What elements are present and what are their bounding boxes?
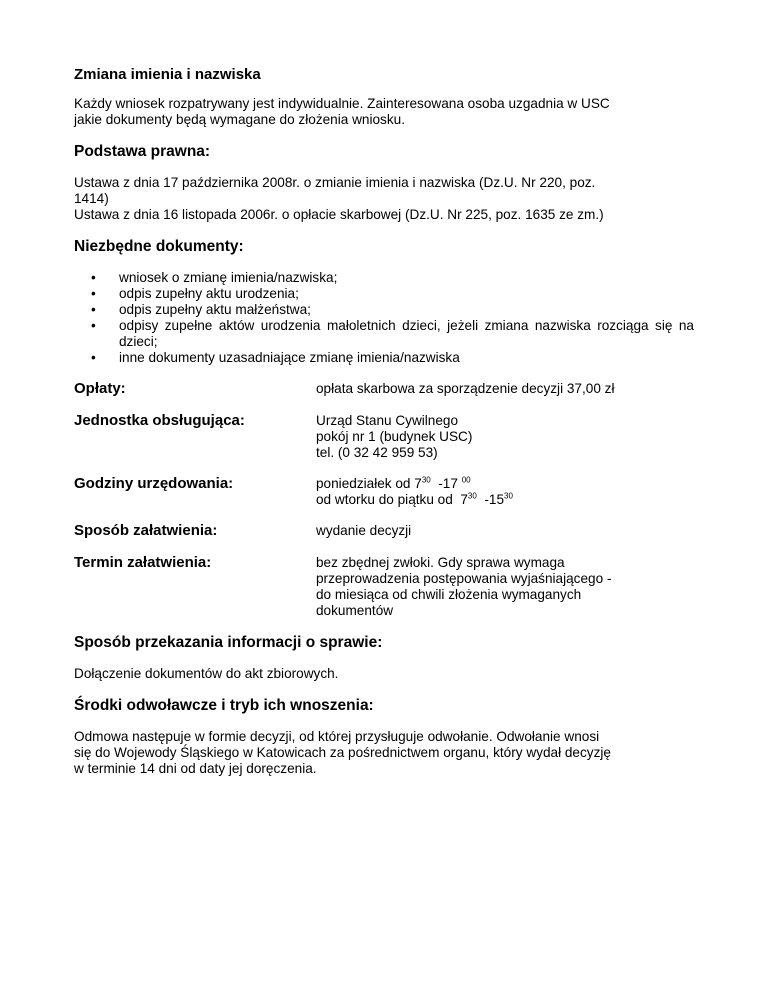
appeal-heading: Środki odwoławcze i tryb ich wnoszenia: [74,697,374,714]
documents-list [74,270,694,366]
legal-section [74,175,694,223]
unit-row [74,412,694,461]
appeal-line: się do Wojewody Śląskiego w Katowicach za pośrednictwem organu, który wydał decyzję [74,745,611,760]
hours-line: od wtorku do piątku od $7^{30}$ $-15^{30}$ [316,491,513,507]
bullet-icon: • [91,350,96,365]
intro-line: Każdy wniosek rozpatrywany jest indywidualnie. Zainteresowana osoba uzgadnia w USC [74,96,610,111]
list-item: • odpis zupełny aktu urodzenia; [91,286,299,301]
legal-heading: Podstawa prawna: [74,143,211,160]
appeal-line: w terminie 14 dni od daty jej doręczenia. [74,761,317,776]
fees-row [74,380,694,398]
info-paragraph: Dołączenie dokumentów do akt zbiorowych. [74,666,339,681]
deadline-line: bez zbędnej zwłoki. Gdy sprawa wymaga [316,555,565,570]
legal-line: Ustawa z dnia 16 listopada 2006r. o opłacie skarbowej (Dz.U. Nr 225, poz. 1635 ze zm.) [74,207,604,222]
hours-value [316,475,694,508]
deadline-value [316,554,694,619]
intro-line: jakie dokumenty będą wymagane do złożenia wniosku. [74,112,405,127]
legal-line: 1414) [74,191,109,206]
deadline-row [74,554,694,619]
list-item: • inne dokumenty uzasadniające zmianę imienia/nazwiska [91,350,460,365]
method-label: Sposób załatwienia: [74,522,218,539]
bullet-icon: • [91,270,96,285]
bullet-icon: • [91,286,96,301]
list-item: • wniosek o zmianę imienia/nazwiska; [91,270,338,285]
intro-section [74,96,694,128]
unit-line: pokój nr 1 (budynek USC) [316,429,473,444]
unit-label: Jednostka obsługująca: [74,412,245,429]
unit-value [316,412,694,461]
deadline-line: do miesiąca od chwili złożenia wymaganych [316,587,582,602]
list-item: • odpis zupełny aktu małżeństwa; [91,302,311,317]
info-heading: Sposób przekazania informacji o sprawie: [74,634,383,651]
intro-paragraph [74,96,694,128]
deadline-line: przeprowadzenia postępowania wyjaśniającego - [316,571,612,586]
bullet-icon: • [91,318,96,333]
appeal-section [74,729,694,777]
unit-line: tel. (0 32 42 959 53) [316,445,438,460]
legal-paragraph [74,175,694,223]
deadline-label: Termin załatwienia: [74,554,212,571]
appeal-paragraph [74,729,694,777]
info-section [74,666,694,682]
deadline-line: dokumentów [316,603,394,618]
hours-label: Godziny urzędowania: [74,475,234,492]
hours-row [74,475,694,508]
bullet-icon: • [91,302,96,317]
list-item: • odpisy zupełne aktów urodzenia małoletnich dzieci, jeżeli zmiana nazwiska rozciąga się na dzieci; [91,318,694,349]
fees-value: opłata skarbowa za sporządzenie decyzji 37,00 zł [316,381,615,396]
fees-label: Opłaty: [74,380,126,397]
legal-line: Ustawa z dnia 17 października 2008r. o zmianie imienia i nazwiska (Dz.U. Nr 220, poz. [74,175,596,190]
document-title: Zmiana imienia i nazwiska [74,66,261,83]
documents-heading: Niezbędne dokumenty: [74,238,244,255]
hours-line: poniedziałek od $7^{30}$ -17 $^{00}$ [316,475,471,491]
appeal-line: Odmowa następuje w formie decyzji, od której przysługuje odwołanie. Odwołanie wnosi [74,729,600,744]
method-value: wydanie decyzji [316,523,412,538]
documents-section [74,270,694,366]
unit-line: Urząd Stanu Cywilnego [316,413,459,428]
document-page [74,66,694,791]
method-row [74,522,694,540]
